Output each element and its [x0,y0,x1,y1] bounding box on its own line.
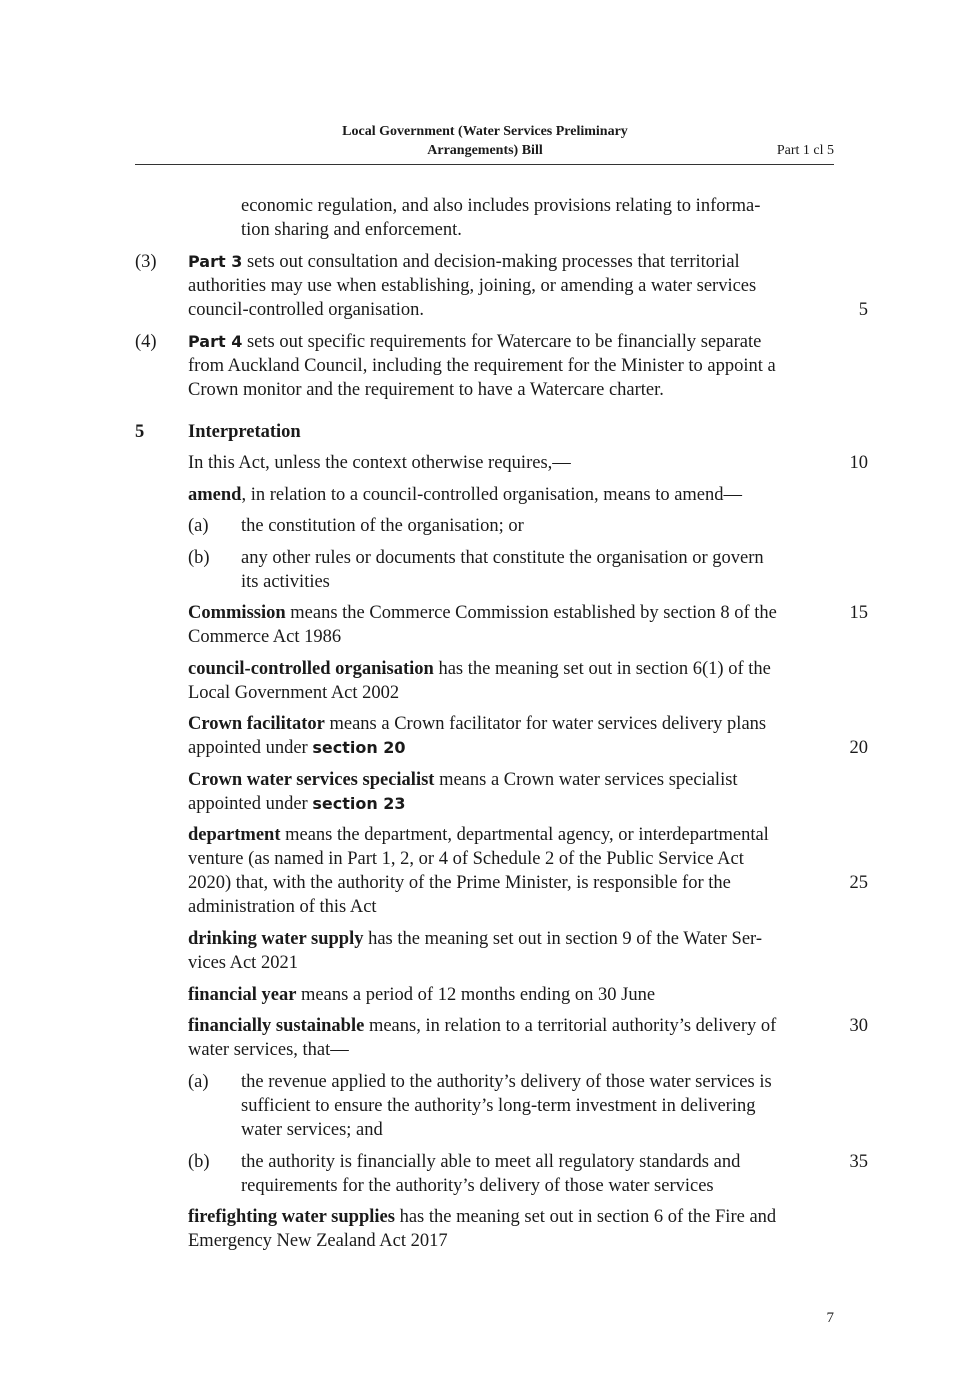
defined-term: financially sustainable [188,1016,365,1036]
section-number: 5 [135,422,145,442]
text-line: Crown monitor and the requirement to have a Watercare charter. [188,380,664,400]
section-reference: section 20 [312,738,406,757]
text-span: means the Commerce Commission established by section 8 of the [285,603,777,623]
text-span: sets out consultation and decision-making processes that territorial [242,252,740,272]
paragraph-text [241,1150,834,1198]
definition-firefighting-water-supplies [188,1205,834,1253]
subsection-label: (4) [135,332,157,352]
running-header-title [300,122,670,160]
definition-council-controlled-organisation [188,657,834,705]
paragraph-text: the constitution of the organisation; or [241,516,524,536]
line-number: 20 [849,738,868,758]
line-number: 35 [849,1152,868,1172]
text-span: means a Crown facilitator for water services delivery plans [324,714,767,734]
header-title-line: Arrangements) Bill [427,143,543,158]
text-line: 2020) that, with the authority of the Prime Minister, is responsible for the [188,873,731,893]
text-line: Emergency New Zealand Act 2017 [188,1231,448,1251]
text-line: Local Government Act 2002 [188,683,400,703]
subsection-4 [188,330,834,402]
defined-term: Commission [188,603,286,623]
text-line: vices Act 2021 [188,953,298,973]
subsection-3 [188,250,834,322]
text-line: from Auckland Council, including the requirement for the Minister to appoint a [188,356,776,376]
line-number: 5 [858,300,868,320]
section-heading: Interpretation [188,422,301,442]
text-line: authorities may use when establishing, joining, or amending a water services [188,276,757,296]
text-span: has the meaning set out in section 6 of the Fire and [394,1207,777,1227]
defined-term: firefighting water supplies [188,1207,395,1227]
defined-term: department [188,825,281,845]
text-span: means a period of 12 months ending on 30 June [296,985,656,1005]
text-line: the authority is financially able to meet all regulatory standards and [241,1152,741,1172]
text-line: requirements for the authority’s delivery of those water services [241,1176,714,1196]
defined-term: financial year [188,985,297,1005]
paragraph-label: (b) [188,1152,210,1172]
paragraph-label: (a) [188,1072,209,1092]
definition-crown-water-services-specialist [188,768,834,816]
line-number: 30 [849,1016,868,1036]
text-span: , in relation to a council-controlled organisation, means to amend— [241,485,743,505]
defined-term: drinking water supply [188,929,364,949]
subsection-label: (3) [135,252,157,272]
text-line: the revenue applied to the authority’s delivery of those water services is [241,1072,772,1092]
text-line: sufficient to ensure the authority’s long-term investment in delivering [241,1096,756,1116]
paragraph-label: (b) [188,548,210,568]
header-rule [135,164,834,165]
defined-term: amend [188,485,242,505]
text-line: water services, that— [188,1040,349,1060]
definition-commission [188,601,834,649]
header-part-reference: Part 1 cl 5 [776,143,834,158]
definition-financial-year [188,983,655,1007]
continued-paragraph [241,194,834,242]
section-reference: section 23 [312,794,406,813]
definition-financially-sustainable [188,1014,834,1062]
text-span: means, in relation to a territorial authority’s delivery of [364,1016,777,1036]
text-span: has the meaning set out in section 9 of the Water Ser- [363,929,762,949]
text-span: means the department, departmental agency, or interdepartmental [280,825,769,845]
line-number: 15 [849,603,868,623]
definition-crown-facilitator [188,712,834,760]
line-number: 25 [849,873,868,893]
paragraph-text [241,1070,834,1142]
paragraph-label: (a) [188,516,209,536]
text-line: tion sharing and enforcement. [241,220,462,240]
definition-department [188,823,834,919]
section-lead: In this Act, unless the context otherwise requires,— [188,453,571,473]
text-line: venture (as named in Part 1, 2, or 4 of Schedule 2 of the Public Service Act [188,849,744,869]
text-line: council-controlled organisation. [188,300,424,320]
text-span: appointed under [188,738,313,758]
text-line: any other rules or documents that constitute the organisation or govern [241,548,764,568]
definition-drinking-water-supply [188,927,834,975]
defined-term: council-controlled organisation [188,659,434,679]
defined-term: Crown facilitator [188,714,325,734]
part-reference: Part 3 [188,252,243,271]
text-line: Commerce Act 1986 [188,627,342,647]
line-number: 10 [849,453,868,473]
text-line: economic regulation, and also includes provisions relating to informa- [241,196,761,216]
text-line: water services; and [241,1120,383,1140]
text-line: its activities [241,572,330,592]
text-span: has the meaning set out in section 6(1) of the [433,659,771,679]
text-span: means a Crown water services specialist [434,770,738,790]
part-reference: Part 4 [188,332,243,351]
paragraph-text [241,546,834,594]
text-span: sets out specific requirements for Watercare to be financially separate [242,332,762,352]
definition-amend [188,483,742,507]
text-span: appointed under [188,794,313,814]
page-number: 7 [826,1310,834,1326]
text-line: administration of this Act [188,897,377,917]
defined-term: Crown water services specialist [188,770,435,790]
header-title-line: Local Government (Water Services Preliminary [342,124,628,139]
